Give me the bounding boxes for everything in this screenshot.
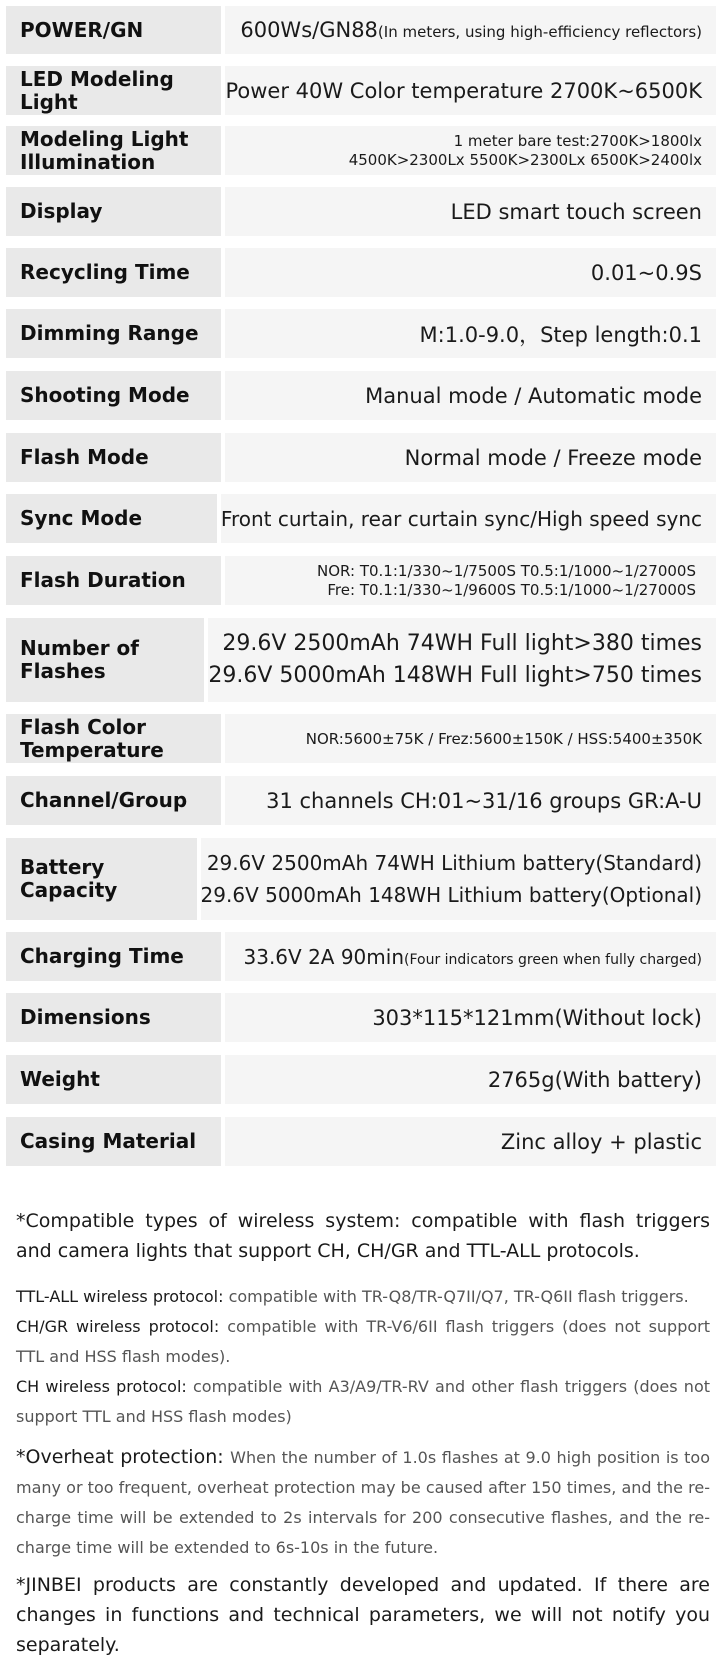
spec-label: Battery Capacity <box>6 838 197 920</box>
spec-value-line: 29.6V 5000mAh 148WH Full light>750 times <box>208 663 702 688</box>
spec-label: Channel/Group <box>6 776 221 825</box>
spec-row-flashes <box>6 618 716 702</box>
spec-value-line: NOR: T0.1:1/330~1/7500S T0.5:1/1000~1/27000S <box>317 561 696 580</box>
chgr-protocol-heading: CH/GR wireless protocol: <box>16 1317 228 1336</box>
spec-value-line: 4500K>2300Lx 5500K>2300Lx 6500K>2400lx <box>348 150 702 169</box>
spec-label: Flash Duration <box>6 556 221 605</box>
spec-row-battery <box>6 838 716 920</box>
ttl-protocol-heading: TTL-ALL wireless protocol: <box>16 1287 229 1306</box>
spec-value: LED smart touch screen <box>225 187 716 236</box>
spec-value <box>208 618 716 702</box>
spec-label: Shooting Mode <box>6 371 221 420</box>
spec-label: Dimensions <box>6 993 221 1042</box>
spec-value-main: 33.6V 2A 90min <box>243 944 404 969</box>
spec-row-flash-mode <box>6 433 716 482</box>
spec-row-charging <box>6 932 716 981</box>
chgr-protocol-text: compatible with TR-V6/6II flash triggers (does not support TTL and HSS flash modes). <box>16 1317 711 1366</box>
spec-value: Normal mode / Freeze mode <box>225 433 716 482</box>
spec-value-line: 1 meter bare test:2700K>1800lx <box>453 131 702 150</box>
spec-label: Dimming Range <box>6 309 221 358</box>
spec-label: Modeling Light Illumination <box>6 126 221 175</box>
spec-label: Flash Mode <box>6 433 221 482</box>
spec-label: Flash Color Temperature <box>6 714 221 763</box>
spec-value-line: 29.6V 2500mAh 74WH Full light>380 times <box>222 631 702 656</box>
spec-value: M:1.0-9.0，Step length:0.1 <box>225 309 716 358</box>
overheat-note <box>16 1442 710 1563</box>
spec-value-line: Fre: T0.1:1/330~1/9600S T0.5:1/1000~1/27000S <box>327 580 696 599</box>
spec-label: LED Modeling Light <box>6 66 221 115</box>
spec-value-main: 600Ws/GN88 <box>240 18 378 42</box>
ch-protocol-text: compatible with A3/A9/TR-RV and other flash triggers (does not support TTL and HSS flash modes) <box>16 1377 711 1426</box>
spec-value <box>225 556 716 605</box>
overheat-heading: *Overheat protection: <box>16 1446 231 1468</box>
spec-row-channel <box>6 776 716 825</box>
spec-label: Weight <box>6 1055 221 1104</box>
spec-row-sync <box>6 494 716 543</box>
spec-row-dimming <box>6 309 716 358</box>
spec-value <box>225 932 716 981</box>
spec-label: Display <box>6 187 221 236</box>
spec-value-note: (Four indicators green when fully charged) <box>404 951 702 968</box>
protocol-notes <box>16 1282 710 1432</box>
spec-row-recycling <box>6 248 716 297</box>
spec-value <box>225 6 716 54</box>
spec-row-shooting <box>6 371 716 420</box>
jinbei-note: *JINBEI products are constantly developed and updated. If there are changes in functions and technical parameters, we will not notify you separately. <box>16 1574 710 1656</box>
spec-row-power <box>6 6 716 54</box>
spec-value: 303*115*121mm(Without lock) <box>225 993 716 1042</box>
spec-label: Number of Flashes <box>6 618 204 702</box>
spec-value-line: 29.6V 2500mAh 74WH Lithium battery(Standard) <box>206 851 702 875</box>
compat-note: *Compatible types of wireless system: compatible with flash triggers and camera lights that support CH, CH/GR and TTL-ALL protocols. <box>16 1210 710 1262</box>
ch-protocol-heading: CH wireless protocol: <box>16 1377 193 1396</box>
spec-value: Manual mode / Automatic mode <box>225 371 716 420</box>
spec-row-color-temp <box>6 714 716 763</box>
spec-value <box>201 838 716 920</box>
spec-label: Recycling Time <box>6 248 221 297</box>
spec-value-note: (In meters, using high-efficiency reflectors) <box>377 23 702 41</box>
spec-label: Charging Time <box>6 932 221 981</box>
spec-row-illumination <box>6 126 716 175</box>
spec-row-dimensions <box>6 993 716 1042</box>
spec-value: Power 40W Color temperature 2700K~6500K <box>225 66 716 115</box>
spec-value-line: 29.6V 5000mAh 148WH Lithium battery(Optional) <box>200 883 702 907</box>
spec-row-led <box>6 66 716 115</box>
spec-value <box>225 126 716 175</box>
spec-row-weight <box>6 1055 716 1104</box>
overheat-text: When the number of 1.0s flashes at 9.0 high position is too many or too frequent, overheat protection may be caused after 150 times, and the re-charge time will be extended to 2s intervals for 200 consecutive flashes, and the re-charge time will be extended to 6s-10s in the future. <box>16 1448 710 1557</box>
spec-row-casing <box>6 1117 716 1166</box>
spec-label: Casing Material <box>6 1117 221 1166</box>
spec-label: Sync Mode <box>6 494 217 543</box>
spec-value: NOR:5600±75K / Frez:5600±150K / HSS:5400±350K <box>225 714 716 763</box>
spec-value: 0.01~0.9S <box>225 248 716 297</box>
spec-value: 2765g(With battery) <box>225 1055 716 1104</box>
ttl-protocol-text: compatible with TR-Q8/TR-Q7II/Q7, TR-Q6II flash triggers. <box>228 1287 689 1306</box>
spec-value: Front curtain, rear curtain sync/High speed sync <box>221 494 716 543</box>
spec-label: POWER/GN <box>6 6 221 54</box>
spec-row-duration <box>6 556 716 605</box>
spec-value: 31 channels CH:01~31/16 groups GR:A-U <box>225 776 716 825</box>
spec-value: Zinc alloy + plastic <box>225 1117 716 1166</box>
spec-row-display <box>6 187 716 236</box>
